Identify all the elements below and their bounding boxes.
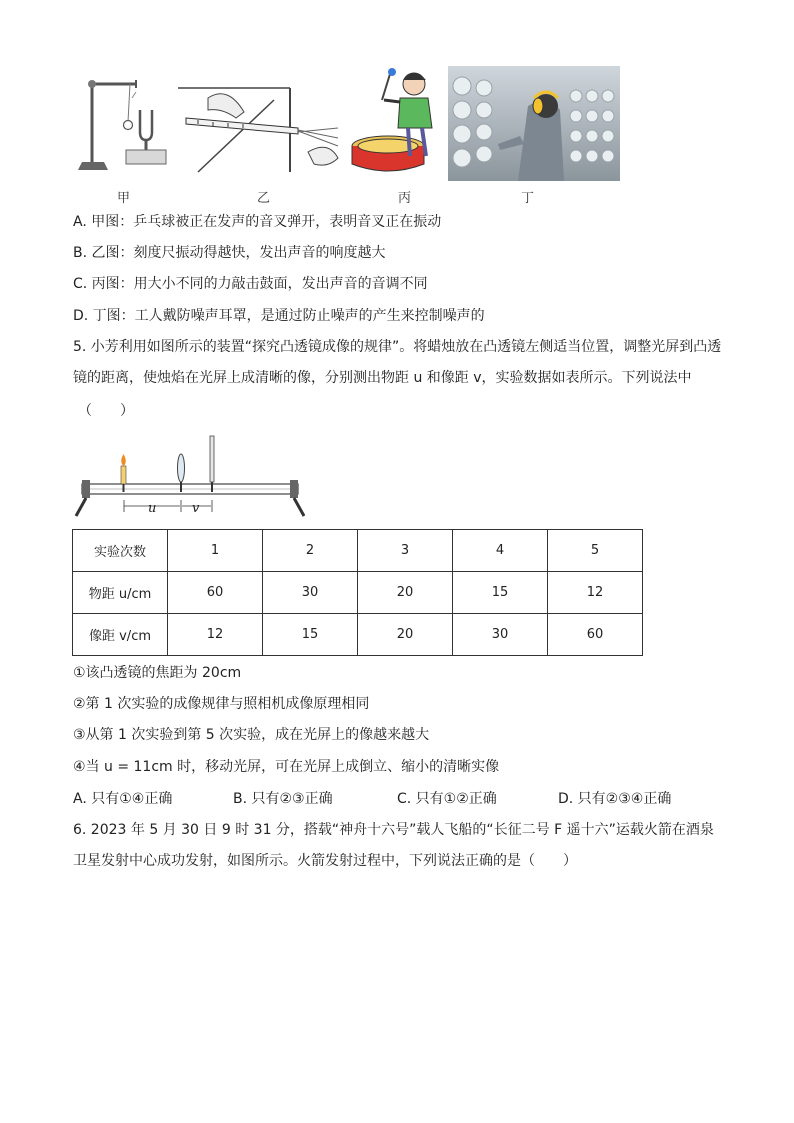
table-cell: 12 bbox=[168, 614, 263, 656]
table-row bbox=[73, 572, 643, 614]
q5-answer-paren: （ ） bbox=[78, 403, 134, 419]
table-cell: 2 bbox=[263, 530, 358, 572]
table-cell: 20 bbox=[358, 572, 453, 614]
q5-option-c: C. 只有①②正确 bbox=[397, 791, 497, 807]
table-header-trial: 实验次数 bbox=[73, 530, 168, 572]
figure-caption-jia: 甲 bbox=[117, 191, 131, 206]
figure-yi-ruler-vibration bbox=[178, 80, 348, 175]
table-cell: 5 bbox=[548, 530, 643, 572]
figure-caption-yi: 乙 bbox=[257, 191, 271, 206]
table-cell: 3 bbox=[358, 530, 453, 572]
table-cell: 15 bbox=[453, 572, 548, 614]
table-cell: 4 bbox=[453, 530, 548, 572]
table-row bbox=[73, 614, 643, 656]
table-cell: 30 bbox=[263, 572, 358, 614]
table-cell: 30 bbox=[453, 614, 548, 656]
q5-statement-4: ④当 u = 11cm 时，移动光屏，可在光屏上成倒立、缩小的清晰实像 bbox=[73, 759, 500, 775]
figure-ding-factory-photo bbox=[448, 66, 620, 181]
q4-option-c: C. 丙图：用大小不同的力敲击鼓面，发出声音的音调不同 bbox=[73, 276, 428, 292]
figure-caption-bing: 丙 bbox=[398, 191, 412, 206]
optical-bench-diagram bbox=[74, 432, 314, 522]
q5-statement-3: ③从第 1 次实验到第 5 次实验，成在光屏上的像越来越大 bbox=[73, 727, 430, 743]
table-cell: 12 bbox=[548, 572, 643, 614]
table-row bbox=[73, 530, 643, 572]
q5-option-b: B. 只有②③正确 bbox=[233, 791, 333, 807]
table-cell: 60 bbox=[168, 572, 263, 614]
table-cell: 20 bbox=[358, 614, 453, 656]
q5-option-a: A. 只有①④正确 bbox=[73, 791, 173, 807]
table-header-image-distance: 像距 v/cm bbox=[73, 614, 168, 656]
q5-option-d: D. 只有②③④正确 bbox=[558, 791, 672, 807]
q4-option-d: D. 丁图：工人戴防噪声耳罩，是通过防止噪声的产生来控制噪声的 bbox=[73, 308, 485, 324]
figure-bing-drum bbox=[348, 66, 440, 178]
table-cell: 1 bbox=[168, 530, 263, 572]
q5-statement-2: ②第 1 次实验的成像规律与照相机成像原理相同 bbox=[73, 696, 370, 712]
figure-caption-ding: 丁 bbox=[521, 191, 535, 206]
q5-statement-1: ①该凸透镜的焦距为 20cm bbox=[73, 665, 242, 681]
bench-label-u: u bbox=[148, 501, 157, 516]
table-cell: 15 bbox=[263, 614, 358, 656]
q5-stem: 5. 小芳利用如图所示的装置“探究凸透镜成像的规律”。将蜡烛放在凸透镜左侧适当位置，调整光屏到凸透镜的距离，使烛焰在光屏上成清晰的像，分别测出物距 u 和像距 v，实验数据如表所示。下列说法中 bbox=[73, 339, 722, 386]
q6-stem: 6. 2023 年 5 月 30 日 9 时 31 分，搭载“神舟十六号”载人飞船的“长征二号 F 遥十六”运载火箭在酒泉卫星发射中心成功发射，如图所示。火箭发射过程中，下列说法正确的是（ ） bbox=[73, 822, 714, 869]
table-header-object-distance: 物距 u/cm bbox=[73, 572, 168, 614]
q4-option-a: A. 甲图：乒乓球被正在发声的音叉弹开，表明音叉正在振动 bbox=[73, 214, 442, 230]
table-cell: 60 bbox=[548, 614, 643, 656]
figure-jia-tuning-fork bbox=[78, 70, 170, 175]
experiment-data-table bbox=[72, 529, 643, 656]
bench-label-v: v bbox=[192, 501, 200, 516]
q4-option-b: B. 乙图：刻度尺振动得越快，发出声音的响度越大 bbox=[73, 245, 386, 261]
